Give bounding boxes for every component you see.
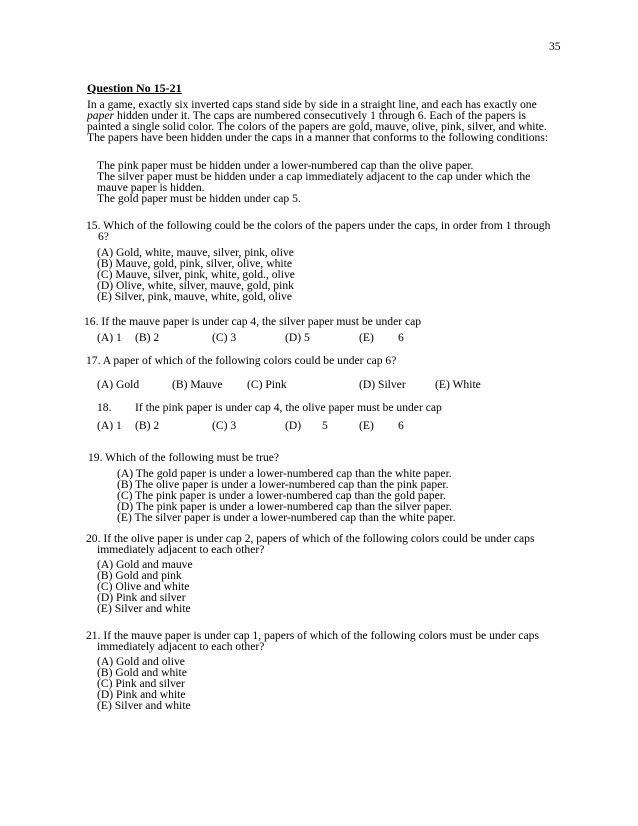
option: (E) Silver and white <box>97 699 191 712</box>
option: (B) Gold and pink <box>97 569 182 582</box>
condition-line: mauve paper is hidden. <box>97 181 205 194</box>
option: (C) 3 <box>212 419 237 432</box>
option: (D) The pink paper is under a lower-numbered cap than the silver paper. <box>117 500 452 513</box>
option: (C) 3 <box>212 331 237 344</box>
option: (D) Pink and silver <box>97 591 186 604</box>
option: (B) Mauve <box>172 378 223 391</box>
option: (A) 1 <box>97 331 122 344</box>
option: (D) 5 <box>285 331 310 344</box>
question-21-options <box>97 656 191 711</box>
page-number: 35 <box>549 40 561 53</box>
option: (A) Gold <box>97 378 140 391</box>
option: (C) Pink <box>247 378 287 391</box>
question-17-stem: 17. A paper of which of the following colors could be under cap 6? <box>86 354 397 367</box>
option: (A) Gold, white, mauve, silver, pink, olive <box>97 246 294 259</box>
option: (E) White <box>435 378 481 391</box>
option: (C) Olive and white <box>97 580 190 593</box>
option: (A) The gold paper is under a lower-numbered cap than the white paper. <box>117 467 452 480</box>
intro-line: In a game, exactly six inverted caps stand side by side in a straight line, and each has exactly one <box>87 98 537 111</box>
option: 5 <box>322 419 328 432</box>
intro-line: painted a single solid color. The colors of the papers are gold, mauve, olive, pink, silver, and white. <box>87 120 547 133</box>
conditions-list <box>97 160 530 204</box>
option: (C) Mauve, silver, pink, white, gold., olive <box>97 268 295 281</box>
option: (C) Pink and silver <box>97 677 185 690</box>
option: (A) Gold and olive <box>97 655 185 668</box>
question-21-stem: 21. If the mauve paper is under cap 1, papers of which of the following colors must be under caps immediately adjacent to each other? <box>86 629 539 653</box>
option: (D) Silver <box>359 378 406 391</box>
option: (D) Olive, white, silver, mauve, gold, pink <box>97 279 294 292</box>
condition-line: The silver paper must be hidden under a cap immediately adjacent to the cap under which the <box>97 170 531 183</box>
option: (B) 2 <box>135 419 160 432</box>
option: (E) Silver, pink, mauve, white, gold, olive <box>97 290 292 303</box>
option: (E) <box>359 331 374 344</box>
condition-line: The pink paper must be hidden under a lower-numbered cap than the olive paper. <box>97 159 474 172</box>
question-19-stem: 19. Which of the following must be true? <box>88 451 280 464</box>
intro-line: The papers have been hidden under the caps in a manner that conforms to the following conditions: <box>87 131 549 144</box>
intro-paragraph <box>87 99 592 143</box>
option: 6 <box>398 331 404 344</box>
option: (E) Silver and white <box>97 602 191 615</box>
intro-line: paper hidden under it. The caps are numbered consecutively 1 through 6. Each of the papers is <box>87 109 526 122</box>
question-20-stem: 20. If the olive paper is under cap 2, papers of which of the following colors could be under caps immediately adjacent to each other? <box>86 532 535 556</box>
option: (E) <box>359 419 374 432</box>
option: (B) Gold and white <box>97 666 187 679</box>
option: (A) Gold and mauve <box>97 558 193 571</box>
emphasized-word: paper <box>87 109 115 122</box>
option: (B) The olive paper is under a lower-numbered cap than the pink paper. <box>117 478 449 491</box>
option: (B) Mauve, gold, pink, silver, olive, white <box>97 257 292 270</box>
option: (D) <box>285 419 302 432</box>
question-15-stem: 15. Which of the following could be the colors of the papers under the caps, in order from 1 through 6? <box>86 219 551 243</box>
option: (B) 2 <box>135 331 160 344</box>
section-heading: Question No 15-21 <box>87 81 182 95</box>
option: (D) Pink and white <box>97 688 186 701</box>
question-20-options <box>97 559 193 614</box>
option: 6 <box>398 419 404 432</box>
question-19-options <box>117 468 456 523</box>
question-number: 18. <box>97 401 112 414</box>
option: (E) The silver paper is under a lower-numbered cap than the white paper. <box>117 511 456 524</box>
question-15-options <box>97 247 295 302</box>
option: (A) 1 <box>97 419 122 432</box>
question-16-stem: 16. If the mauve paper is under cap 4, the silver paper must be under cap <box>84 315 422 328</box>
question-text: If the pink paper is under cap 4, the olive paper must be under cap <box>135 401 442 414</box>
condition-line: The gold paper must be hidden under cap 5. <box>97 192 301 205</box>
option: (C) The pink paper is under a lower-numbered cap than the gold paper. <box>117 489 446 502</box>
